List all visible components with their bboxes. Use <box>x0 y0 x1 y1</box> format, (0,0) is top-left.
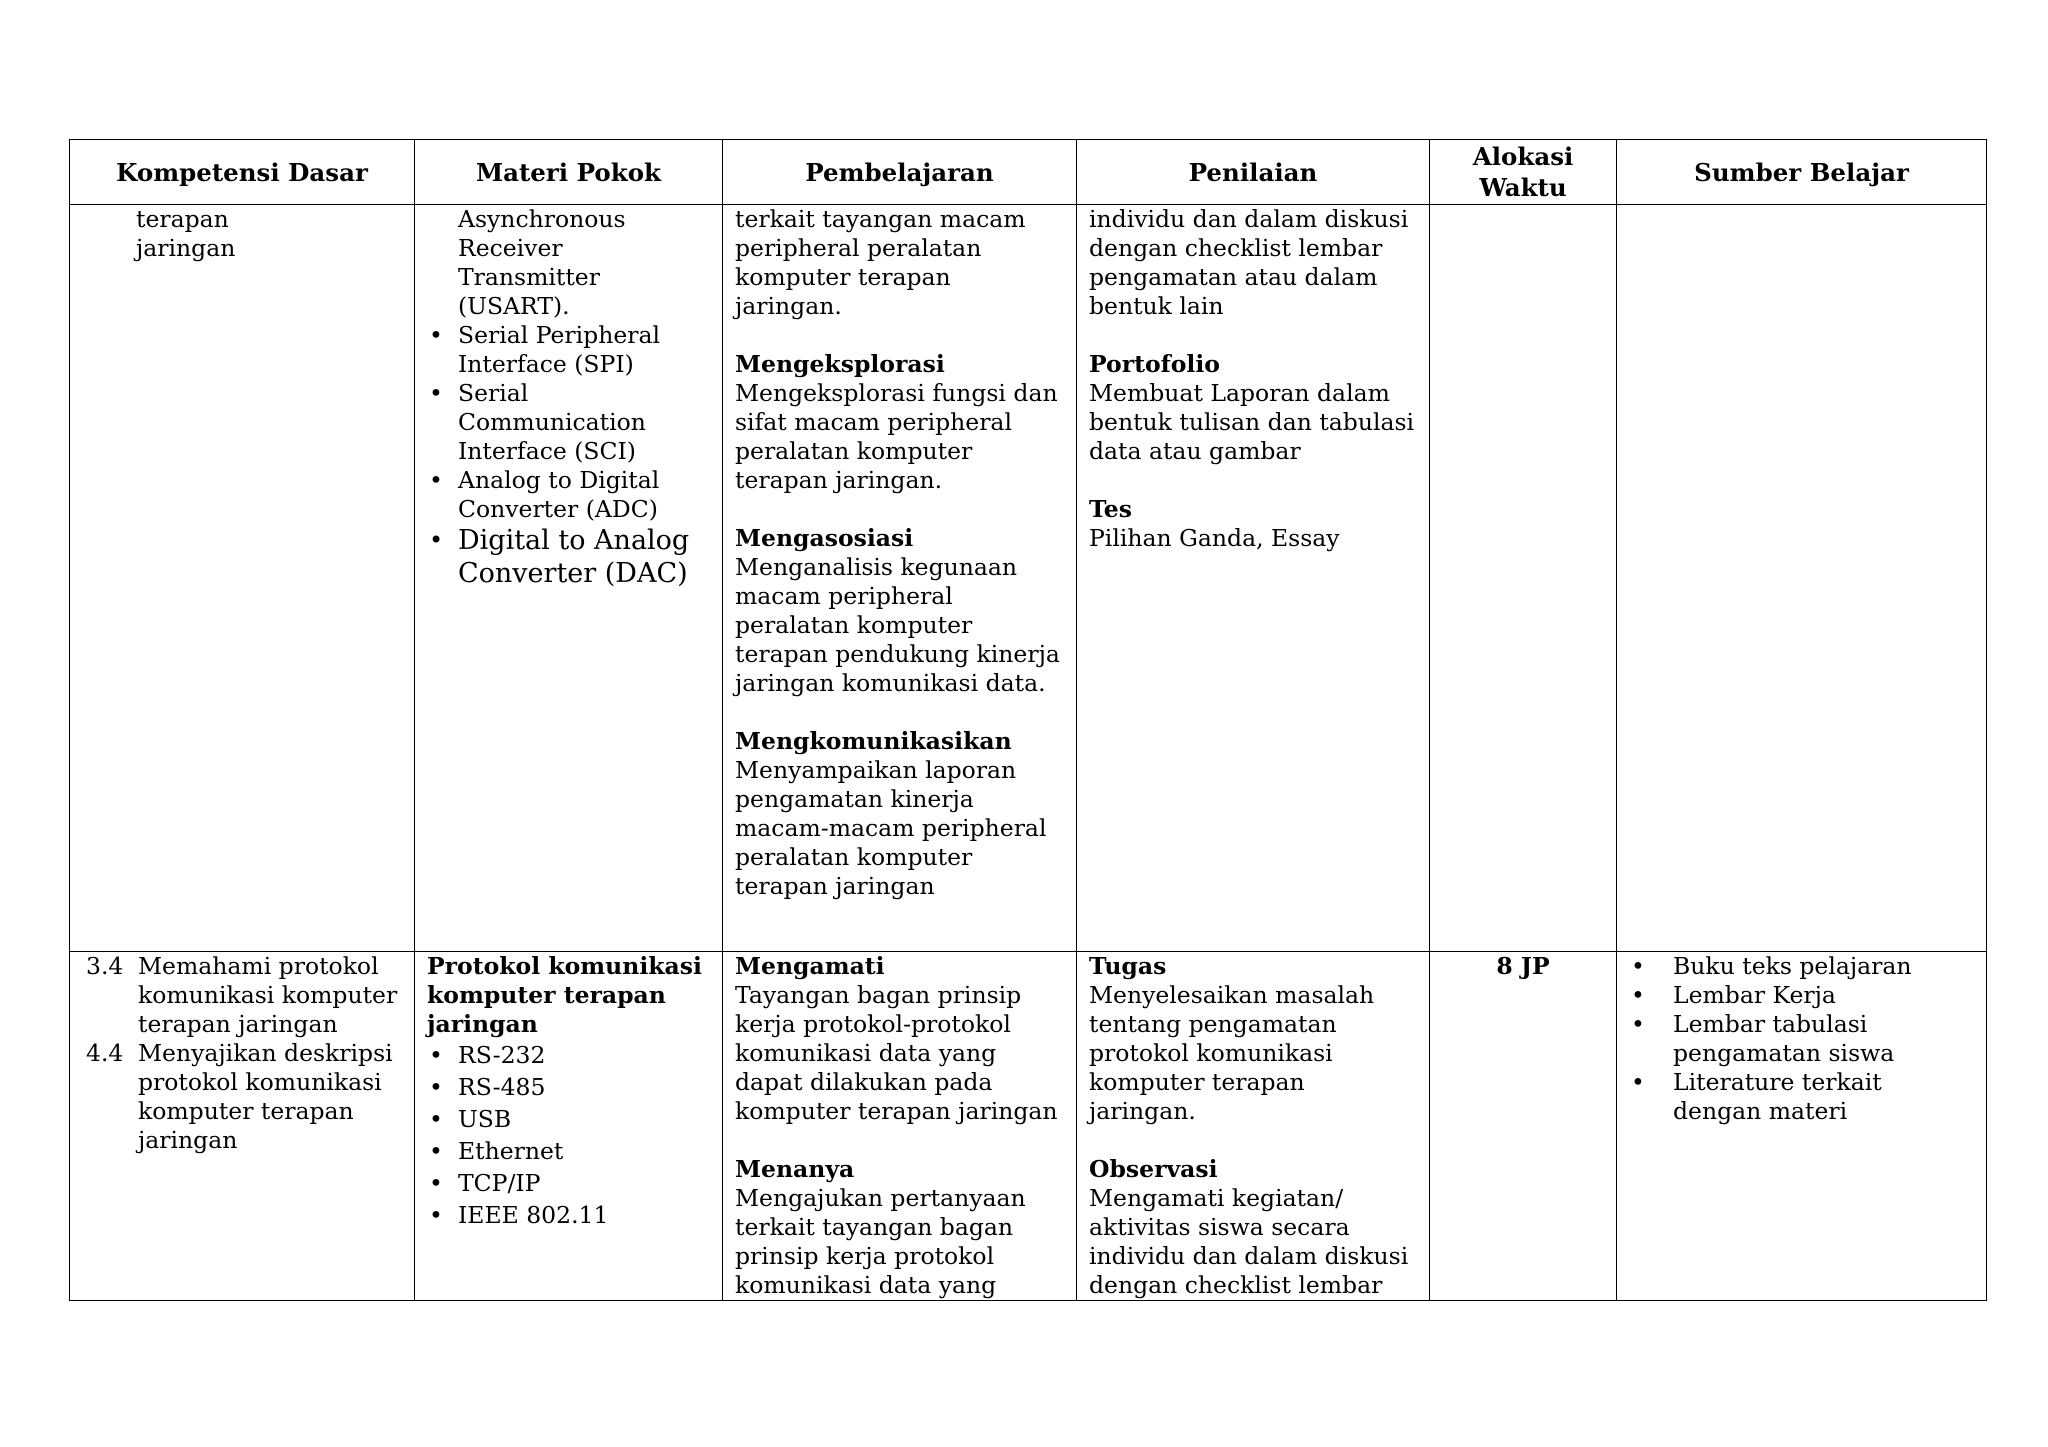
list-item: • Ethernet <box>427 1135 710 1167</box>
list-item: • Digital to Analog Converter (DAC) <box>427 524 710 590</box>
assessment-block <box>1089 350 1417 466</box>
cell-materi <box>415 205 723 952</box>
assessment-text: Membuat Laporan dalam bentuk tulisan dan tabulasi data atau gambar <box>1089 379 1415 465</box>
list-item: • Lembar tabulasi pengamatan siswa <box>1629 1010 1974 1068</box>
assessment-title: Tes <box>1089 495 1132 523</box>
cell-alokasi <box>1430 205 1617 952</box>
cell-kompetensi <box>70 205 415 952</box>
activity-text: Mengeksplorasi fungsi dan sifat macam peripheral peralatan komputer terapan jaringan. <box>735 379 1058 494</box>
cell-alokasi: 8 JP <box>1430 952 1617 1301</box>
header-materi-pokok: Materi Pokok <box>415 140 723 205</box>
list-item: • Analog to Digital Converter (ADC) <box>427 466 710 524</box>
assessment-title: Observasi <box>1089 1155 1218 1183</box>
assessment-text: individu dan dalam diskusi dengan checklist lembar pengamatan atau dalam bentuk lain <box>1089 205 1409 320</box>
header-penilaian: Penilaian <box>1077 140 1430 205</box>
list-item: • Lembar Kerja <box>1629 981 1974 1010</box>
activity-block <box>735 350 1064 495</box>
activity-block <box>735 524 1064 698</box>
table-row <box>70 952 1987 1301</box>
list-item: • Serial Communication Interface (SCI) <box>427 379 710 466</box>
header-pembelajaran: Pembelajaran <box>723 140 1077 205</box>
cell-materi <box>415 952 723 1301</box>
kompetensi-item <box>82 1039 402 1155</box>
materi-list-large <box>427 524 710 590</box>
kompetensi-item <box>82 952 402 1039</box>
cell-sumber <box>1617 205 1987 952</box>
assessment-title: Portofolio <box>1089 350 1220 378</box>
assessment-text: Menyelesaikan masalah tentang pengamatan protokol komunikasi komputer terapan jaringan. <box>1089 981 1375 1125</box>
kompetensi-line: terapan <box>136 205 229 233</box>
materi-title: Protokol komunikasi komputer terapan jaringan <box>427 952 702 1038</box>
activity-text: terkait tayangan macam peripheral peralatan komputer terapan jaringan. <box>735 205 1026 320</box>
cell-penilaian <box>1077 205 1430 952</box>
activity-title: Mengkomunikasikan <box>735 727 1012 755</box>
assessment-text: Pilihan Ganda, Essay <box>1089 524 1340 552</box>
materi-continuation: (USART). <box>458 292 570 320</box>
assessment-block <box>1089 952 1417 1126</box>
materi-continuation: Asynchronous <box>458 205 626 233</box>
activity-title: Mengamati <box>735 952 885 980</box>
materi-list <box>427 1039 710 1231</box>
list-item: • TCP/IP <box>427 1167 710 1199</box>
kompetensi-text: Menyajikan deskripsi protokol komunikasi komputer terapan jaringan <box>138 1039 393 1154</box>
kompetensi-text: Memahami protokol komunikasi komputer terapan jaringan <box>138 952 398 1038</box>
assessment-text: Mengamati kegiatan/ aktivitas siswa secara individu dan dalam diskusi dengan checklist lembar <box>1089 1184 1409 1299</box>
table-row <box>70 205 1987 952</box>
list-item: • Literature terkait dengan materi <box>1629 1068 1974 1126</box>
cell-sumber <box>1617 952 1987 1301</box>
activity-text: Mengajukan pertanyaan terkait tayangan bagan prinsip kerja protokol komunikasi data yang <box>735 1184 1026 1299</box>
activity-block <box>735 952 1064 1126</box>
list-item: • RS-232 <box>427 1039 710 1071</box>
activity-text: Tayangan bagan prinsip kerja protokol-protokol komunikasi data yang dapat dilakukan pada komputer terapan jaringan <box>735 981 1058 1125</box>
header-alokasi-waktu: Alokasi Waktu <box>1430 140 1617 205</box>
assessment-block <box>1089 1155 1417 1300</box>
activity-block <box>735 727 1064 901</box>
activity-title: Menanya <box>735 1155 855 1183</box>
list-item: • Serial Peripheral Interface (SPI) <box>427 321 710 379</box>
list-item: • USB <box>427 1103 710 1135</box>
kompetensi-number: 3.4 <box>86 952 124 980</box>
cell-pembelajaran <box>723 205 1077 952</box>
header-sumber-belajar: Sumber Belajar <box>1617 140 1987 205</box>
activity-text: Menyampaikan laporan pengamatan kinerja macam-macam peripheral peralatan komputer terapan jaringan <box>735 756 1047 900</box>
syllabus-table <box>69 139 1987 1301</box>
activity-title: Mengasosiasi <box>735 524 914 552</box>
assessment-block <box>1089 205 1417 321</box>
cell-kompetensi <box>70 952 415 1301</box>
list-item: • Buku teks pelajaran <box>1629 952 1974 981</box>
kompetensi-line: jaringan <box>136 234 236 262</box>
list-item: • IEEE 802.11 <box>427 1199 710 1231</box>
activity-block <box>735 205 1064 321</box>
activity-title: Mengeksplorasi <box>735 350 945 378</box>
header-kompetensi-dasar: Kompetensi Dasar <box>70 140 415 205</box>
sumber-list <box>1629 952 1974 1126</box>
activity-text: Menganalisis kegunaan macam peripheral peralatan komputer terapan pendukung kinerja jaringan komunikasi data. <box>735 553 1060 697</box>
materi-continuation: Receiver Transmitter <box>458 234 600 291</box>
kompetensi-number: 4.4 <box>86 1039 124 1067</box>
table-header-row <box>70 140 1987 205</box>
list-item: • RS-485 <box>427 1071 710 1103</box>
cell-pembelajaran <box>723 952 1077 1301</box>
materi-list <box>427 321 710 524</box>
assessment-title: Tugas <box>1089 952 1167 980</box>
activity-block <box>735 1155 1064 1300</box>
assessment-block <box>1089 495 1417 553</box>
cell-penilaian <box>1077 952 1430 1301</box>
